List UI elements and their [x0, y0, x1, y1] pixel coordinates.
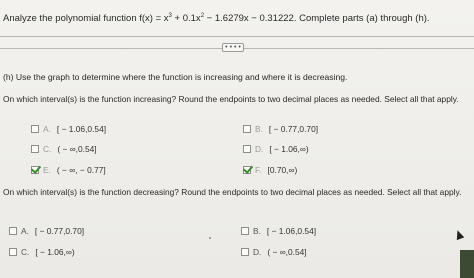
option-value: ( − ∞,0.54]	[267, 247, 307, 257]
decreasing-option-b[interactable]	[241, 226, 316, 236]
mouse-cursor-icon	[454, 229, 465, 240]
decreasing-question: On which interval(s) is the function decreasing? Round the endpoints to two decimal places as needed. Select all that apply.	[3, 187, 462, 197]
question-header	[3, 13, 430, 24]
option-letter: D.	[255, 144, 264, 154]
part-h-instruction: (h) Use the graph to determine where the function is increasing and where it is decreasing.	[3, 72, 348, 82]
expand-more-button[interactable]: • • • •	[222, 43, 244, 52]
increasing-option-f[interactable]	[243, 165, 297, 175]
checkbox-inc-a[interactable]	[31, 125, 39, 133]
checkbox-inc-c[interactable]	[31, 145, 39, 153]
option-value: [ − 0.77,0.70]	[34, 226, 85, 236]
checkbox-inc-b[interactable]	[243, 125, 251, 133]
divider-top	[0, 36, 474, 37]
function-expression	[139, 13, 294, 24]
option-letter: E.	[43, 165, 51, 175]
increasing-option-c[interactable]	[31, 144, 97, 154]
checkbox-inc-f-checked[interactable]	[243, 166, 251, 174]
option-value: [ − 0.77,0.70]	[268, 124, 319, 134]
option-value: ( − ∞, − 0.77]	[56, 165, 106, 175]
func-suffix: − 1.6279x − 0.31222	[204, 13, 294, 25]
decreasing-option-c[interactable]	[9, 247, 75, 257]
checkbox-dec-c[interactable]	[9, 248, 17, 256]
increasing-question: On which interval(s) is the function increasing? Round the endpoints to two decimal places as needed. Select all that apply.	[3, 94, 459, 104]
checkbox-inc-d[interactable]	[243, 145, 251, 153]
exponent-3: 3	[168, 13, 172, 19]
option-value: [ − 1.06,∞)	[35, 247, 75, 257]
decreasing-option-d[interactable]	[241, 247, 307, 257]
option-letter: C.	[21, 247, 30, 257]
exponent-2: 2	[200, 13, 205, 19]
option-letter: C.	[43, 144, 52, 154]
option-value: ( − ∞,0.54]	[57, 144, 97, 154]
option-letter: A.	[43, 124, 51, 134]
option-value: [ − 1.06,∞)	[269, 144, 309, 154]
option-letter: A.	[21, 226, 29, 236]
func-prefix: f(x) = x	[139, 13, 169, 25]
option-letter: F.	[255, 165, 262, 175]
option-letter: B.	[255, 124, 263, 134]
option-letter: B.	[253, 226, 261, 236]
option-letter: D.	[253, 247, 262, 257]
header-text-after: . Complete parts (a) through (h).	[293, 13, 430, 25]
option-value: [0.70,∞)	[267, 165, 298, 175]
increasing-option-d[interactable]	[243, 144, 309, 154]
func-mid: + 0.1x	[171, 13, 201, 25]
option-value: [ − 1.06,0.54]	[56, 124, 107, 134]
option-value: [ − 1.06,0.54]	[266, 226, 317, 236]
increasing-option-a[interactable]	[31, 124, 106, 134]
checkbox-inc-e-checked[interactable]	[31, 166, 39, 174]
decreasing-option-a[interactable]	[9, 226, 84, 236]
stray-dot	[209, 237, 211, 239]
increasing-option-e[interactable]	[31, 165, 106, 175]
edge-shadow	[460, 250, 474, 278]
checkbox-dec-d[interactable]	[241, 248, 249, 256]
checkbox-dec-b[interactable]	[241, 227, 249, 235]
header-text-before: Analyze the polynomial function	[3, 13, 137, 25]
checkbox-dec-a[interactable]	[9, 227, 17, 235]
increasing-option-b[interactable]	[243, 124, 318, 134]
